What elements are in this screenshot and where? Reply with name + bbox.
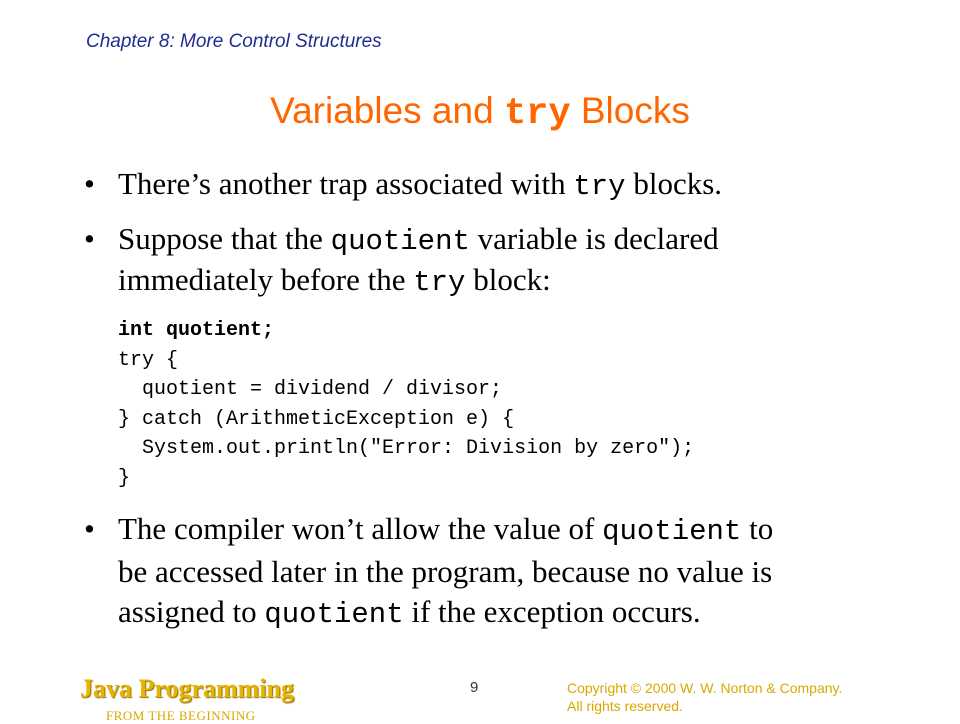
bullet-dot: • <box>84 166 95 201</box>
code-line: quotient = dividend / divisor; <box>118 378 503 401</box>
code-line: int quotient; <box>118 319 275 342</box>
title-text-before: Variables and <box>270 90 504 131</box>
code-line: } <box>118 466 131 490</box>
bullet-item <box>80 509 940 635</box>
bullet-text: if the exception occurs. <box>403 594 701 629</box>
bullet-item <box>80 165 940 206</box>
bullet-text: blocks. <box>625 166 723 201</box>
inline-code: quotient <box>264 598 404 631</box>
inline-code: try <box>573 170 626 203</box>
bullet-text: The compiler won’t allow the value of <box>118 511 603 546</box>
bullet-dot: • <box>84 511 95 546</box>
code-line: } catch (ArithmeticException e) { <box>118 407 515 431</box>
bullet-text: variable is declared <box>469 221 719 256</box>
code-line: try { <box>118 348 179 372</box>
bullet-text: to <box>741 511 774 546</box>
book-subtitle: FROM THE BEGINNING <box>106 708 256 723</box>
book-logo <box>80 674 294 724</box>
copyright-notice <box>567 679 842 715</box>
code-line: System.out.println("Error: Division by zero"); <box>118 437 695 460</box>
bullet-text: assigned to <box>118 594 265 629</box>
bullet-list <box>80 165 940 635</box>
bullet-dot: • <box>84 221 95 256</box>
bullet-text: Suppose that the <box>118 221 331 256</box>
bullet-text: be accessed later in the program, because no value is <box>118 554 773 589</box>
slide-title <box>0 90 960 135</box>
code-block <box>118 316 940 493</box>
page-number: 9 <box>470 679 479 696</box>
book-title: Java Programming <box>80 674 294 703</box>
chapter-header: Chapter 8: More Control Structures <box>86 31 382 52</box>
bullet-text: There’s another trap associated with <box>118 166 574 201</box>
copyright-line: Copyright © 2000 W. W. Norton & Company. <box>567 680 843 696</box>
inline-code: quotient <box>330 225 470 258</box>
title-text-after: Blocks <box>570 90 690 131</box>
bullet-item <box>80 220 940 302</box>
bullet-text: block: <box>465 262 551 297</box>
inline-code: try <box>413 266 466 299</box>
title-code: try <box>503 93 571 135</box>
bullet-text: immediately before the <box>118 262 414 297</box>
copyright-line: All rights reserved. <box>567 698 683 714</box>
inline-code: quotient <box>602 515 742 548</box>
